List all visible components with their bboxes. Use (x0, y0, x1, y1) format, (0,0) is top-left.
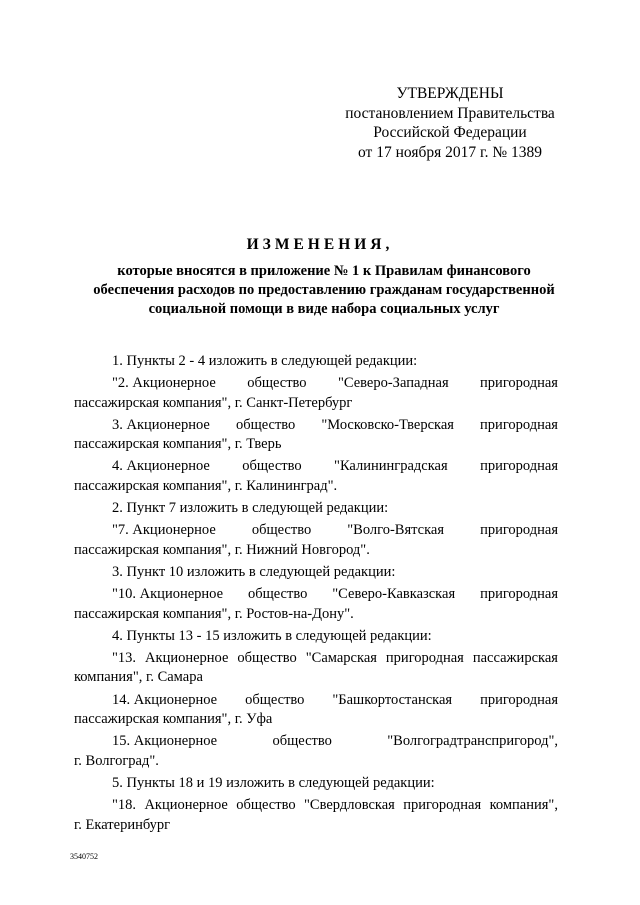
paragraph-line: пассажирская компания", г. Калининград". (74, 477, 338, 494)
word: пригородная (480, 458, 558, 475)
word: компания", (489, 797, 558, 814)
paragraph (74, 732, 558, 771)
word: Акционерное (145, 650, 229, 667)
paragraph-line (74, 796, 558, 815)
paragraph (74, 627, 558, 646)
word: "18. (112, 797, 137, 814)
paragraph-line (74, 691, 558, 710)
word: пригородная (480, 416, 558, 433)
word: Акционерное (144, 797, 228, 814)
paragraph-line: компания", г. Самара (74, 669, 203, 686)
paragraph-line: пассажирская компания", г. Уфа (74, 711, 273, 728)
word: пригородная (385, 650, 464, 667)
word: "7. Акционерное (112, 522, 216, 539)
word: "Самарская (305, 650, 377, 667)
paragraph-line: пассажирская компания", г. Тверь (74, 436, 282, 453)
word: "Волго-Вятская (347, 522, 445, 539)
word: 3. Акционерное (112, 416, 210, 433)
page-code: 3540752 (70, 852, 98, 861)
paragraph-line (74, 374, 558, 393)
word: 14. Акционерное (112, 691, 218, 708)
paragraph-line: 1. Пункты 2 - 4 изложить в следующей редакции: (112, 353, 418, 369)
word: общество (272, 733, 332, 750)
paragraph (74, 457, 558, 496)
word: "Северо-Кавказская (332, 586, 456, 603)
approval-date-number: от 17 ноября 2017 г. № 1389 (358, 143, 542, 161)
paragraph-line: 3. Пункт 10 изложить в следующей редакции: (112, 563, 396, 580)
paragraph-line (74, 521, 558, 540)
word: "Свердловская (303, 797, 395, 814)
word: "Башкортостанская (332, 691, 453, 708)
word: "Московско-Тверская (321, 416, 454, 433)
word: общество (245, 691, 305, 708)
approval-line: постановлением Правительства (345, 104, 555, 122)
paragraph-line: 4. Пункты 13 - 15 изложить в следующей редакции: (112, 627, 432, 644)
word: общество (251, 522, 312, 539)
word: "Северо-Западная (337, 375, 449, 392)
subtitle-line: социальной помощи в виде набора социальных услуг (148, 301, 500, 317)
paragraph-line: пассажирская компания", г. Нижний Новгород". (74, 541, 370, 558)
paragraph-line: 5. Пункты 18 и 19 изложить в следующей редакции: (112, 774, 435, 791)
paragraph-line (74, 649, 558, 668)
word: 4. Акционерное (112, 458, 210, 475)
paragraph (74, 563, 558, 582)
word: общество (237, 650, 297, 667)
paragraph (74, 416, 558, 455)
word: "2. Акционерное (112, 375, 216, 392)
paragraph (74, 374, 558, 413)
paragraph (74, 796, 558, 835)
word: пригородная (480, 586, 558, 603)
approval-heading: УТВЕРЖДЕНЫ (396, 85, 504, 102)
word: общество (247, 586, 308, 603)
word: "10. Акционерное (112, 586, 224, 603)
paragraph (74, 774, 558, 793)
paragraph-line: пассажирская компания", г. Санкт-Петербург (74, 394, 353, 411)
paragraph-line (74, 585, 558, 604)
word: общество (236, 797, 296, 814)
paragraph-line: 2. Пункт 7 изложить в следующей редакции: (112, 500, 389, 517)
word: общество (235, 416, 296, 433)
paragraph-line (74, 416, 558, 435)
paragraph (74, 521, 558, 560)
subtitle-line: которые вносятся в приложение № 1 к Правилам финансового (117, 263, 531, 279)
word: "Калининградская (334, 458, 448, 475)
paragraph-line: г. Волгоград". (74, 752, 159, 769)
paragraph (74, 352, 558, 371)
paragraph-line: г. Екатеринбург (74, 816, 171, 833)
approval-block (330, 84, 570, 162)
paragraph-line: пассажирская компания", г. Ростов-на-Дону". (74, 605, 354, 622)
subtitle-line: обеспечения расходов по предоставлению гражданам государственной (93, 282, 555, 298)
word: 15. Акционерное (112, 733, 218, 750)
word: пригородная (480, 375, 558, 392)
document-body (74, 352, 558, 838)
word: пригородная (480, 522, 558, 539)
document-title: ИЗМЕНЕНИЯ, (246, 236, 394, 253)
paragraph-line (74, 457, 558, 476)
word: пассажирская (472, 650, 558, 667)
word: общество (242, 458, 302, 475)
document-subtitle (90, 262, 558, 319)
word: "13. (112, 650, 137, 667)
word: пригородная (403, 797, 482, 814)
word: "Волгоградтранспригород", (387, 733, 558, 750)
paragraph (74, 691, 558, 730)
paragraph (74, 499, 558, 518)
word: пригородная (480, 691, 558, 708)
paragraph (74, 585, 558, 624)
approval-line: Российской Федерации (373, 124, 527, 141)
paragraph (74, 649, 558, 688)
word: общество (247, 375, 307, 392)
paragraph-line (74, 732, 558, 751)
